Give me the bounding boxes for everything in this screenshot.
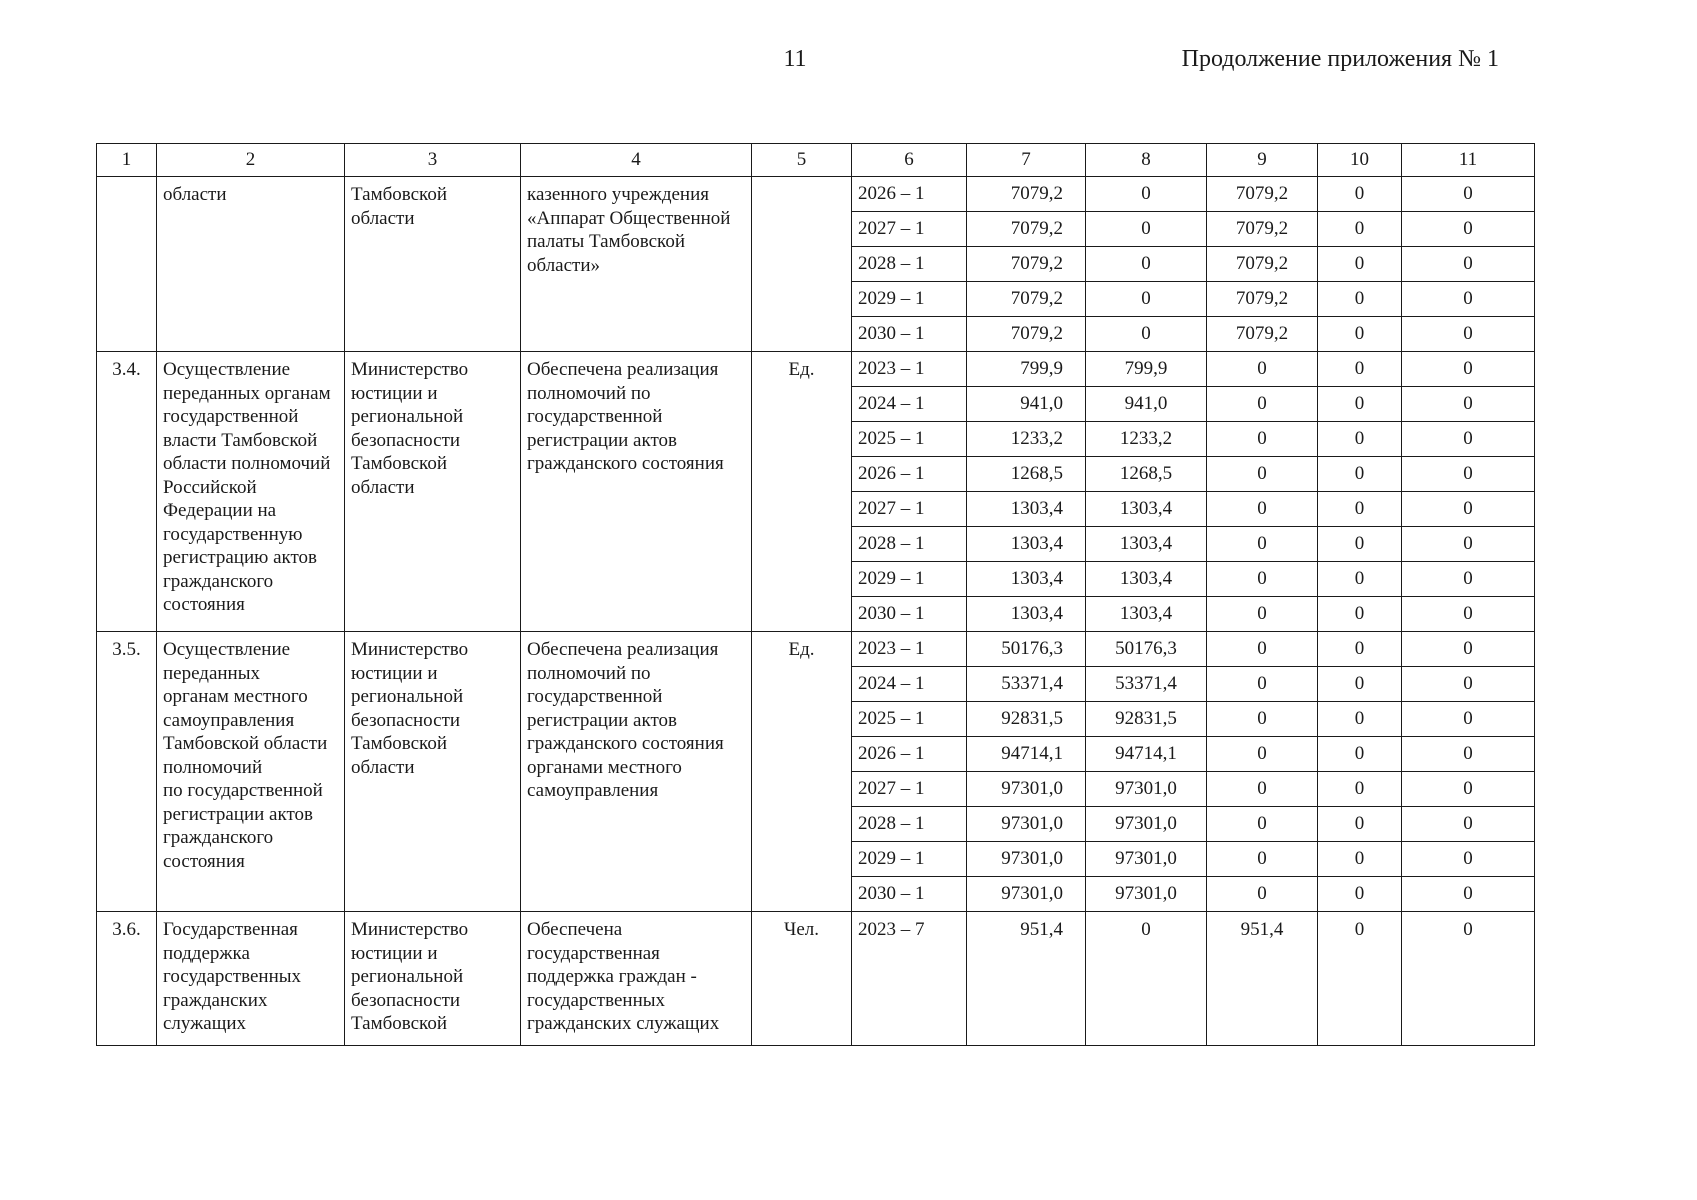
column-11-amount: 0: [1402, 737, 1535, 772]
federal-amount: 94714,1: [1086, 737, 1207, 772]
regional-amount: 0: [1207, 702, 1318, 737]
column-10-amount: 0: [1318, 317, 1402, 352]
expected-result: Обеспечена реализация полномочий по государственной регистрации актов гражданского состояния: [521, 352, 752, 632]
federal-amount: 0: [1086, 912, 1207, 1046]
year-indicator: 2030 – 1: [852, 597, 967, 632]
total-amount: 97301,0: [967, 842, 1086, 877]
column-11-amount: 0: [1402, 877, 1535, 912]
column-11-amount: 0: [1402, 317, 1535, 352]
activity-name: Осуществление переданных органам местного самоуправления Тамбовской области полномочий по государственной регистрации актов гражданского состояния: [157, 632, 345, 912]
expected-result: Обеспечена государственная поддержка граждан - государственных гражданских служащих: [521, 912, 752, 1046]
year-indicator: 2026 – 1: [852, 177, 967, 212]
column-10-amount: 0: [1318, 632, 1402, 667]
column-10-amount: 0: [1318, 597, 1402, 632]
responsible-executor: Министерство юстиции и региональной безопасности Тамбовской области: [345, 632, 521, 912]
total-amount: 1303,4: [967, 597, 1086, 632]
year-indicator: 2024 – 1: [852, 667, 967, 702]
page-number: 11: [783, 46, 807, 72]
year-indicator: 2025 – 1: [852, 702, 967, 737]
responsible-executor: Тамбовской области: [345, 177, 521, 352]
year-indicator: 2029 – 1: [852, 842, 967, 877]
year-indicator: 2026 – 1: [852, 457, 967, 492]
federal-amount: 97301,0: [1086, 877, 1207, 912]
column-number-10: 10: [1318, 144, 1402, 177]
column-10-amount: 0: [1318, 212, 1402, 247]
column-number-4: 4: [521, 144, 752, 177]
unit-of-measure: Ед.: [752, 352, 852, 632]
column-10-amount: 0: [1318, 492, 1402, 527]
column-10-amount: 0: [1318, 177, 1402, 212]
regional-amount: 0: [1207, 352, 1318, 387]
federal-amount: 1303,4: [1086, 527, 1207, 562]
regional-amount: 7079,2: [1207, 177, 1318, 212]
activity-name: Осуществление переданных органам государственной власти Тамбовской области полномочий Российской Федерации на государственную регистрацию актов гражданского состояния: [157, 352, 345, 632]
regional-amount: 0: [1207, 422, 1318, 457]
total-amount: 1303,4: [967, 527, 1086, 562]
column-10-amount: 0: [1318, 352, 1402, 387]
column-10-amount: 0: [1318, 457, 1402, 492]
federal-amount: 799,9: [1086, 352, 1207, 387]
column-11-amount: 0: [1402, 247, 1535, 282]
responsible-executor: Министерство юстиции и региональной безопасности Тамбовской области: [345, 352, 521, 632]
budget-table: [96, 143, 1535, 1046]
year-indicator: 2029 – 1: [852, 562, 967, 597]
federal-amount: 0: [1086, 317, 1207, 352]
total-amount: 94714,1: [967, 737, 1086, 772]
activity-name: Государственная поддержка государственных гражданских служащих: [157, 912, 345, 1046]
federal-amount: 1303,4: [1086, 562, 1207, 597]
column-10-amount: 0: [1318, 667, 1402, 702]
federal-amount: 97301,0: [1086, 807, 1207, 842]
column-10-amount: 0: [1318, 422, 1402, 457]
federal-amount: 53371,4: [1086, 667, 1207, 702]
year-indicator: 2030 – 1: [852, 877, 967, 912]
column-number-11: 11: [1402, 144, 1535, 177]
year-indicator: 2028 – 1: [852, 247, 967, 282]
column-number-5: 5: [752, 144, 852, 177]
year-indicator: 2023 – 7: [852, 912, 967, 1046]
total-amount: 1303,4: [967, 562, 1086, 597]
year-indicator: 2030 – 1: [852, 317, 967, 352]
total-amount: 7079,2: [967, 177, 1086, 212]
column-10-amount: 0: [1318, 877, 1402, 912]
column-11-amount: 0: [1402, 597, 1535, 632]
year-indicator: 2026 – 1: [852, 737, 967, 772]
column-10-amount: 0: [1318, 737, 1402, 772]
regional-amount: 0: [1207, 842, 1318, 877]
column-11-amount: 0: [1402, 912, 1535, 1046]
year-indicator: 2025 – 1: [852, 422, 967, 457]
total-amount: 7079,2: [967, 212, 1086, 247]
item-number: [97, 177, 157, 352]
regional-amount: 0: [1207, 667, 1318, 702]
federal-amount: 97301,0: [1086, 842, 1207, 877]
column-11-amount: 0: [1402, 422, 1535, 457]
total-amount: 941,0: [967, 387, 1086, 422]
table-row: [97, 912, 1535, 1046]
column-10-amount: 0: [1318, 247, 1402, 282]
expected-result: Обеспечена реализация полномочий по государственной регистрации актов гражданского состояния органами местного самоуправления: [521, 632, 752, 912]
total-amount: 1268,5: [967, 457, 1086, 492]
federal-amount: 0: [1086, 212, 1207, 247]
column-11-amount: 0: [1402, 352, 1535, 387]
unit-of-measure: Чел.: [752, 912, 852, 1046]
column-11-amount: 0: [1402, 772, 1535, 807]
regional-amount: 0: [1207, 527, 1318, 562]
total-amount: 951,4: [967, 912, 1086, 1046]
column-number-6: 6: [852, 144, 967, 177]
regional-amount: 0: [1207, 597, 1318, 632]
table-body: [97, 144, 1535, 1046]
year-indicator: 2028 – 1: [852, 527, 967, 562]
column-11-amount: 0: [1402, 212, 1535, 247]
column-number-2: 2: [157, 144, 345, 177]
activity-name: области: [157, 177, 345, 352]
year-indicator: 2023 – 1: [852, 352, 967, 387]
federal-amount: 0: [1086, 282, 1207, 317]
federal-amount: 1268,5: [1086, 457, 1207, 492]
column-10-amount: 0: [1318, 807, 1402, 842]
regional-amount: 0: [1207, 562, 1318, 597]
regional-amount: 0: [1207, 492, 1318, 527]
regional-amount: 7079,2: [1207, 212, 1318, 247]
appendix-continuation-title: Продолжение приложения № 1: [1181, 46, 1499, 72]
table-row: [97, 632, 1535, 667]
regional-amount: 0: [1207, 387, 1318, 422]
column-10-amount: 0: [1318, 912, 1402, 1046]
item-number: 3.5.: [97, 632, 157, 912]
total-amount: 799,9: [967, 352, 1086, 387]
column-11-amount: 0: [1402, 177, 1535, 212]
column-11-amount: 0: [1402, 632, 1535, 667]
total-amount: 7079,2: [967, 317, 1086, 352]
total-amount: 97301,0: [967, 772, 1086, 807]
column-number-1: 1: [97, 144, 157, 177]
column-number-3: 3: [345, 144, 521, 177]
item-number: 3.4.: [97, 352, 157, 632]
total-amount: 7079,2: [967, 282, 1086, 317]
regional-amount: 0: [1207, 457, 1318, 492]
total-amount: 50176,3: [967, 632, 1086, 667]
federal-amount: 0: [1086, 247, 1207, 282]
table-row: [97, 352, 1535, 387]
regional-amount: 0: [1207, 737, 1318, 772]
column-number-9: 9: [1207, 144, 1318, 177]
regional-amount: 951,4: [1207, 912, 1318, 1046]
column-10-amount: 0: [1318, 387, 1402, 422]
year-indicator: 2028 – 1: [852, 807, 967, 842]
responsible-executor: Министерство юстиции и региональной безопасности Тамбовской: [345, 912, 521, 1046]
regional-amount: 7079,2: [1207, 317, 1318, 352]
column-11-amount: 0: [1402, 387, 1535, 422]
year-indicator: 2027 – 1: [852, 772, 967, 807]
expected-result: казенного учреждения «Аппарат Общественной палаты Тамбовской области»: [521, 177, 752, 352]
total-amount: 97301,0: [967, 807, 1086, 842]
table-header-row: [97, 144, 1535, 177]
column-10-amount: 0: [1318, 702, 1402, 737]
total-amount: 1233,2: [967, 422, 1086, 457]
column-10-amount: 0: [1318, 527, 1402, 562]
unit-of-measure: [752, 177, 852, 352]
column-11-amount: 0: [1402, 667, 1535, 702]
federal-amount: 1233,2: [1086, 422, 1207, 457]
federal-amount: 0: [1086, 177, 1207, 212]
regional-amount: 0: [1207, 807, 1318, 842]
federal-amount: 92831,5: [1086, 702, 1207, 737]
column-11-amount: 0: [1402, 492, 1535, 527]
table-row: [97, 177, 1535, 212]
year-indicator: 2023 – 1: [852, 632, 967, 667]
column-11-amount: 0: [1402, 562, 1535, 597]
total-amount: 53371,4: [967, 667, 1086, 702]
column-10-amount: 0: [1318, 562, 1402, 597]
year-indicator: 2027 – 1: [852, 212, 967, 247]
column-11-amount: 0: [1402, 527, 1535, 562]
total-amount: 97301,0: [967, 877, 1086, 912]
federal-amount: 1303,4: [1086, 492, 1207, 527]
federal-amount: 50176,3: [1086, 632, 1207, 667]
year-indicator: 2027 – 1: [852, 492, 967, 527]
unit-of-measure: Ед.: [752, 632, 852, 912]
column-11-amount: 0: [1402, 457, 1535, 492]
column-number-7: 7: [967, 144, 1086, 177]
regional-amount: 0: [1207, 772, 1318, 807]
column-number-8: 8: [1086, 144, 1207, 177]
regional-amount: 0: [1207, 877, 1318, 912]
total-amount: 1303,4: [967, 492, 1086, 527]
regional-amount: 7079,2: [1207, 282, 1318, 317]
column-10-amount: 0: [1318, 772, 1402, 807]
year-indicator: 2029 – 1: [852, 282, 967, 317]
regional-amount: 0: [1207, 632, 1318, 667]
column-10-amount: 0: [1318, 842, 1402, 877]
column-11-amount: 0: [1402, 807, 1535, 842]
column-10-amount: 0: [1318, 282, 1402, 317]
column-11-amount: 0: [1402, 842, 1535, 877]
year-indicator: 2024 – 1: [852, 387, 967, 422]
total-amount: 92831,5: [967, 702, 1086, 737]
column-11-amount: 0: [1402, 702, 1535, 737]
item-number: 3.6.: [97, 912, 157, 1046]
regional-amount: 7079,2: [1207, 247, 1318, 282]
federal-amount: 1303,4: [1086, 597, 1207, 632]
federal-amount: 97301,0: [1086, 772, 1207, 807]
total-amount: 7079,2: [967, 247, 1086, 282]
column-11-amount: 0: [1402, 282, 1535, 317]
federal-amount: 941,0: [1086, 387, 1207, 422]
